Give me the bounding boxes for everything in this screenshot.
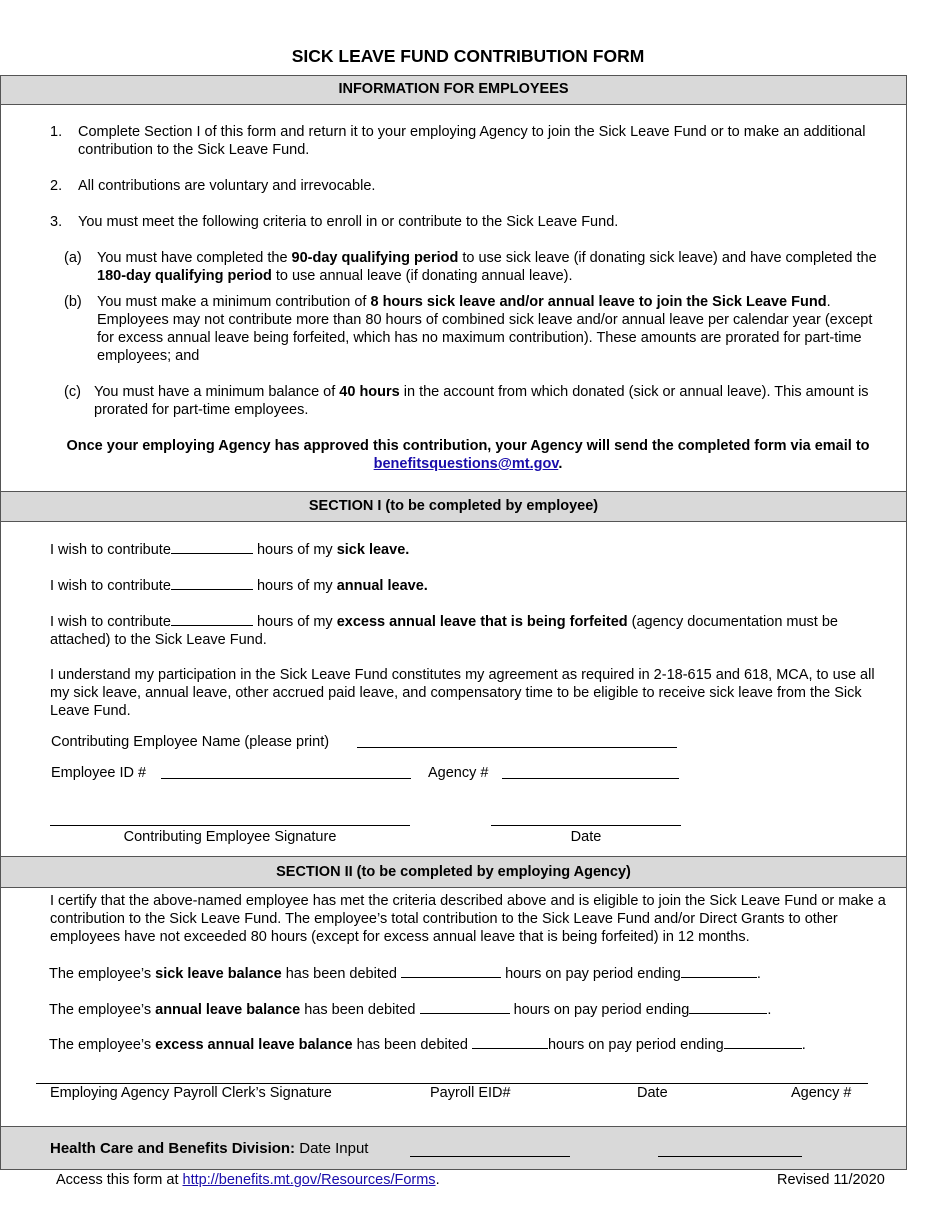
section1-header: SECTION I (to be completed by employee) — [1, 491, 906, 522]
sick-leave-row: I wish to contribute hours of my sick leave. — [50, 542, 410, 558]
understanding-statement: I understand my participation in the Sick Leave Fund constitutes my agreement as required in 2-18-615 and 618, MCA, to use all my sick leave, annual leave, other accrued paid leave, and compensatory time to be eligible to receive sick leave from the Sick Leave Fund. — [50, 667, 875, 719]
payroll-date-label: Date — [637, 1085, 668, 1101]
employee-signature-label: Contributing Employee Signature — [123, 829, 337, 845]
sick-debited-field[interactable] — [401, 964, 501, 978]
excess-debited-field[interactable] — [472, 1035, 548, 1049]
hcbd-label: Health Care and Benefits Division: — [50, 1140, 296, 1157]
date-input-label: Date Input — [299, 1140, 369, 1157]
form-title: SICK LEAVE FUND CONTRIBUTION FORM — [291, 46, 645, 66]
sick-hours-field[interactable] — [171, 540, 253, 554]
hcbd-date-field[interactable] — [410, 1156, 570, 1157]
employee-name-field[interactable] — [357, 747, 677, 748]
agency-number-label: Agency # — [428, 765, 489, 781]
footer-access: Access this form at http://benefits.mt.gov/Resources/Forms. — [56, 1172, 440, 1188]
annual-period-field[interactable] — [689, 1000, 767, 1014]
item1-text: Complete Section I of this form and return it to your employing Agency to join the Sick Leave Fund or to make an additional contribution to the Sick Leave Fund. — [78, 124, 866, 158]
hcbd-second-field[interactable] — [658, 1156, 802, 1157]
annual-balance-row: The employee’s annual leave balance has been debited hours on pay period ending . — [49, 1002, 772, 1018]
excess-leave-row: I wish to contribute hours of my excess annual leave that is being forfeited (agency documentation must be attached) to the Sick Leave Fund. — [50, 614, 838, 648]
forms-link[interactable]: http://benefits.mt.gov/Resources/Forms — [182, 1172, 436, 1188]
sick-balance-row: The employee’s sick leave balance has been debited hours on pay period ending . — [49, 966, 761, 982]
excess-hours-field[interactable] — [171, 612, 253, 626]
criteria-b-label: (b) — [64, 294, 82, 310]
excess-period-field[interactable] — [724, 1035, 802, 1049]
hcbd-row — [50, 1140, 368, 1157]
item3-number: 3. — [50, 214, 63, 230]
agency-number-field[interactable] — [502, 778, 679, 779]
employee-signature-field[interactable] — [50, 825, 410, 826]
employee-name-label: Contributing Employee Name (please print) — [51, 734, 330, 750]
criteria-c-text: You must have a minimum balance of 40 hours in the account from which donated (sick or annual leave). This amount is prorated for part-time employees. — [94, 384, 869, 418]
sick-period-field[interactable] — [681, 964, 757, 978]
revised-date: Revised 11/2020 — [777, 1172, 885, 1188]
payroll-clerk-signature-label: Employing Agency Payroll Clerk’s Signature — [50, 1085, 332, 1101]
item1-number: 1. — [50, 124, 63, 140]
email-link[interactable]: benefitsquestions@mt.gov — [373, 456, 559, 472]
approval-notice: Once your employing Agency has approved this contribution, your Agency will send the completed form via email to benefitsquestions@mt.gov. — [66, 438, 870, 472]
criteria-c-label: (c) — [64, 384, 81, 400]
criteria-b-text: You must make a minimum contribution of 8 hours sick leave and/or annual leave to join the Sick Leave Fund. Employees may not contribute more than 80 hours of combined sick leave and/or annual leave per calendar year (except for excess annual leave being forfeited, which has no maximum contribution). These amounts are prorated for part-time employees; and — [97, 294, 873, 364]
item3-text: You must meet the following criteria to enroll in or contribute to the Sick Leave Fund. — [78, 214, 619, 230]
item2-number: 2. — [50, 178, 63, 194]
employee-id-field[interactable] — [161, 778, 411, 779]
excess-balance-row: The employee’s excess annual leave balance has been debited hours on pay period ending . — [49, 1037, 806, 1053]
info-header: INFORMATION FOR EMPLOYEES — [1, 76, 906, 105]
criteria-a-label: (a) — [64, 250, 82, 266]
certification-statement: I certify that the above-named employee has met the criteria described above and is eligible to join the Sick Leave Fund or make a contribution to the Sick Leave Fund. The employee’s total contribution to the Sick Leave Fund and/or Direct Grants to other employees have not exceeded 80 hours (except for excess annual leave that is being forfeited) in 12 months. — [50, 893, 886, 945]
criteria-a-text: You must have completed the 90-day qualifying period to use sick leave (if donating sick leave) and have completed the 180-day qualifying period to use annual leave (if donating annual leave). — [97, 250, 877, 284]
payroll-eid-label: Payroll EID# — [430, 1085, 511, 1101]
annual-hours-field[interactable] — [171, 576, 253, 590]
section2-header: SECTION II (to be completed by employing Agency) — [1, 856, 906, 888]
employee-date-label: Date — [570, 829, 602, 845]
employee-id-label: Employee ID # — [51, 765, 147, 781]
annual-debited-field[interactable] — [420, 1000, 510, 1014]
annual-leave-row: I wish to contribute hours of my annual leave. — [50, 578, 428, 594]
payroll-agency-label: Agency # — [791, 1085, 852, 1101]
employee-date-field[interactable] — [491, 825, 681, 826]
item2-text: All contributions are voluntary and irrevocable. — [78, 178, 376, 194]
